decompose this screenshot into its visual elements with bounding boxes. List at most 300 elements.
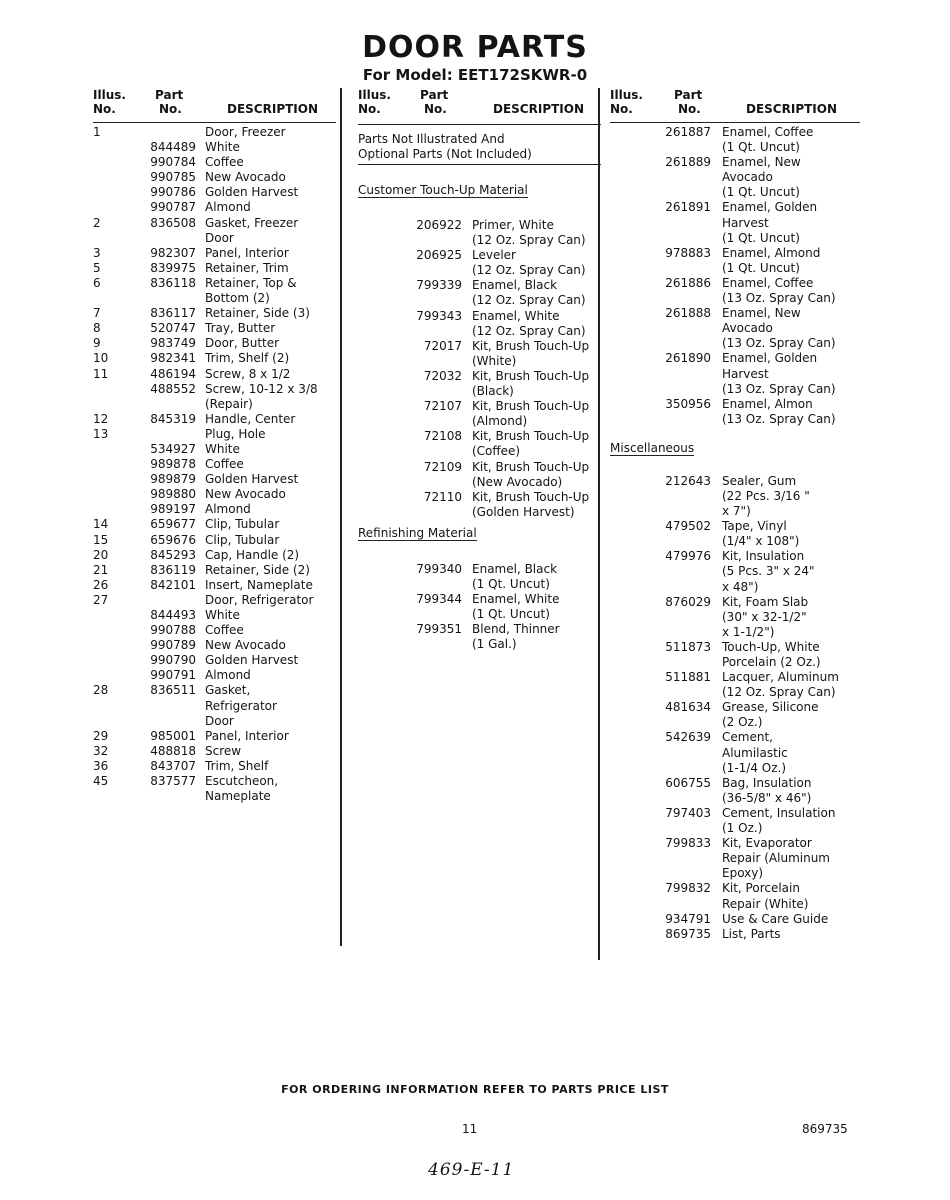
part-description: Primer, White <box>472 218 554 232</box>
part-description: Door, Butter <box>205 336 280 351</box>
illus-number: 10 <box>93 351 109 366</box>
list-item <box>610 306 860 321</box>
part-number: 799340 <box>416 561 462 576</box>
list-item <box>610 700 860 715</box>
list-item <box>610 580 860 595</box>
column-header <box>93 88 336 123</box>
page-number: 11 <box>462 1122 478 1136</box>
part-description: Repair (Aluminum <box>722 851 830 866</box>
part-number: 261887 <box>665 125 711 139</box>
part-description: (Coffee) <box>472 444 521 459</box>
part-number: 797403 <box>665 805 711 820</box>
part-description: Door <box>205 230 234 245</box>
list-item <box>358 637 603 652</box>
list-item <box>93 140 336 155</box>
part-description: Bottom (2) <box>205 291 270 306</box>
part-number: 481634 <box>665 700 711 715</box>
part-header: Part <box>674 88 703 102</box>
part-description: (1 Oz.) <box>722 821 763 836</box>
part-description: New Avocado <box>205 638 286 653</box>
list-item <box>610 170 860 185</box>
list-item <box>93 412 336 427</box>
illus-number: 6 <box>93 275 101 290</box>
page-title: DOOR PARTS <box>362 30 588 65</box>
optional-parts-note <box>358 132 601 165</box>
list-item <box>93 789 336 804</box>
part-number: 845319 <box>150 411 196 426</box>
part-description: Cement, <box>722 730 773 745</box>
list-item <box>358 429 603 444</box>
part-description: Retainer, Side (2) <box>205 562 310 577</box>
list-item <box>610 595 860 610</box>
list-item <box>610 791 860 806</box>
list-item <box>93 185 336 200</box>
part-number: 836508 <box>150 215 196 230</box>
illus-no-header: No. <box>610 102 633 116</box>
list-item <box>93 351 336 366</box>
part-number: 990786 <box>150 185 196 200</box>
part-description: Almond <box>205 502 251 517</box>
part-description: Coffee <box>205 623 244 638</box>
list-item <box>358 278 603 293</box>
part-description: Door, Freezer <box>205 125 286 139</box>
list-item <box>93 502 336 517</box>
header-rule <box>358 124 601 125</box>
ordering-footer: FOR ORDERING INFORMATION REFER TO PARTS PRICE LIST <box>281 1083 669 1096</box>
illus-no-header: No. <box>93 102 116 116</box>
list-item <box>93 593 336 608</box>
part-number: 350956 <box>665 396 711 411</box>
list-item <box>610 912 860 927</box>
part-number: 261890 <box>665 351 711 366</box>
part-number: 799833 <box>665 836 711 851</box>
part-description: Insert, Nameplate <box>205 577 313 592</box>
parts-column-1 <box>93 88 336 804</box>
part-description: Door <box>205 713 234 728</box>
list-item <box>610 155 860 170</box>
part-description: Retainer, Top & <box>205 275 297 290</box>
part-description: Clip, Tubular <box>205 517 280 532</box>
part-number: 534927 <box>150 441 196 456</box>
note-line: Parts Not Illustrated And <box>358 132 505 146</box>
illus-number: 26 <box>93 577 109 592</box>
list-item <box>93 578 336 593</box>
part-description: Kit, Evaporator <box>722 836 812 851</box>
illus-header: Illus. <box>358 88 391 102</box>
touchup-list <box>358 218 603 520</box>
list-item <box>610 640 860 655</box>
list-item <box>610 397 860 412</box>
list-item <box>358 263 603 278</box>
part-number: 799832 <box>665 881 711 896</box>
list-item <box>610 382 860 397</box>
part-description: Enamel, White <box>472 308 560 323</box>
list-item <box>610 715 860 730</box>
part-description: Blend, Thinner <box>472 622 560 637</box>
part-description: Retainer, Side (3) <box>205 306 310 321</box>
part-description: Escutcheon, <box>205 774 279 789</box>
list-item <box>358 414 603 429</box>
part-description: Door, Refrigerator <box>205 592 314 607</box>
part-number: 511881 <box>665 670 711 685</box>
part-number: 934791 <box>665 911 711 926</box>
list-item <box>610 336 860 351</box>
part-description: (New Avocado) <box>472 474 563 489</box>
part-number: 843707 <box>150 758 196 773</box>
list-item <box>93 683 336 698</box>
list-item <box>610 412 860 427</box>
part-description: Almond <box>205 200 251 215</box>
part-description: Golden Harvest <box>205 472 299 487</box>
part-header: Part <box>420 88 449 102</box>
part-number: 488552 <box>150 381 196 396</box>
refinish-list <box>358 562 603 653</box>
part-number: 844493 <box>150 608 196 622</box>
list-item <box>93 367 336 382</box>
part-number: 72017 <box>423 338 462 353</box>
part-description: Grease, Silicone <box>722 700 819 715</box>
part-description: Kit, Brush Touch-Up <box>472 368 590 383</box>
part-number: 990787 <box>150 200 196 215</box>
part-description: Cement, Insulation <box>722 805 836 820</box>
list-item <box>93 397 336 412</box>
part-description: Coffee <box>205 155 244 170</box>
list-item <box>93 729 336 744</box>
part-description: Almond <box>205 668 251 683</box>
part-number: 261889 <box>665 155 711 170</box>
part-description: (22 Pcs. 3/16 " <box>722 488 810 503</box>
part-description: Enamel, White <box>472 592 560 607</box>
part-number: 990788 <box>150 623 196 638</box>
list-item <box>610 851 860 866</box>
list-item <box>93 714 336 729</box>
part-description: New Avocado <box>205 170 286 185</box>
part-description: Porcelain (2 Oz.) <box>722 655 821 669</box>
part-number: 845293 <box>150 547 196 562</box>
part-number: 261886 <box>665 275 711 290</box>
list-item <box>358 475 603 490</box>
part-description: White <box>205 608 240 622</box>
parts-column-3 <box>610 88 860 942</box>
part-description: Enamel, Almond <box>722 245 821 260</box>
part-number: 876029 <box>665 594 711 609</box>
part-description: Cap, Handle (2) <box>205 547 300 562</box>
part-description: (1 Gal.) <box>472 637 517 652</box>
part-description: Gasket, <box>205 683 251 698</box>
document-number: 869735 <box>802 1122 848 1136</box>
part-number: 836511 <box>150 683 196 698</box>
part-number: 982307 <box>150 245 196 260</box>
part-description: (Golden Harvest) <box>472 504 575 519</box>
part-number: 989880 <box>150 487 196 502</box>
list-item <box>610 927 860 942</box>
illus-number: 9 <box>93 336 101 351</box>
part-number: 837577 <box>150 774 196 789</box>
part-number: 72108 <box>423 429 462 444</box>
part-description: (13 Oz. Spray Can) <box>722 336 836 351</box>
part-description: Epoxy) <box>722 866 764 881</box>
part-description: Refrigerator <box>205 698 277 713</box>
list-item <box>610 881 860 896</box>
part-number: 659676 <box>150 532 196 547</box>
part-number: 869735 <box>665 926 711 941</box>
part-number: 990789 <box>150 638 196 653</box>
list-item <box>93 533 336 548</box>
part-number: 978883 <box>665 245 711 260</box>
list-item <box>93 638 336 653</box>
list-item <box>93 653 336 668</box>
part-description: Tape, Vinyl <box>722 519 787 534</box>
list-item <box>358 607 603 622</box>
part-number: 990790 <box>150 653 196 668</box>
list-item <box>610 730 860 745</box>
list-item <box>610 216 860 231</box>
part-description: Avocado <box>722 321 773 336</box>
list-item <box>93 699 336 714</box>
part-description: Trim, Shelf <box>205 758 269 773</box>
list-item <box>610 534 860 549</box>
part-description: Kit, Foam Slab <box>722 594 809 609</box>
list-item <box>610 776 860 791</box>
illus-number: 14 <box>93 517 109 532</box>
list-item <box>610 866 860 881</box>
part-description: Screw, 10-12 x 3/8 <box>205 381 318 396</box>
section-heading-text: Miscellaneous <box>610 440 695 455</box>
part-description: (12 Oz. Spray Can) <box>722 685 836 700</box>
part-description: (Black) <box>472 384 514 399</box>
part-description: Kit, Brush Touch-Up <box>472 338 590 353</box>
part-number: 486194 <box>150 366 196 381</box>
part-number: 511873 <box>665 639 711 654</box>
part-description: Panel, Interior <box>205 728 289 743</box>
illus-number: 21 <box>93 562 109 577</box>
part-number: 72110 <box>423 489 462 504</box>
illus-number: 29 <box>93 728 109 743</box>
part-description: (12 Oz. Spray Can) <box>472 233 586 248</box>
part-description: x 1-1/2") <box>722 624 775 639</box>
part-description: Trim, Shelf (2) <box>205 351 290 366</box>
part-description: White <box>205 140 240 155</box>
part-description: Enamel, Black <box>472 278 558 293</box>
list-item <box>358 309 603 324</box>
list-item <box>93 457 336 472</box>
list-item <box>358 384 603 399</box>
list-item <box>610 246 860 261</box>
list-item <box>610 504 860 519</box>
part-description: Enamel, Coffee <box>722 275 814 290</box>
list-item <box>610 685 860 700</box>
list-item <box>610 276 860 291</box>
part-number: 836117 <box>150 306 196 321</box>
list-item <box>610 564 860 579</box>
list-item <box>358 233 603 248</box>
list-item <box>610 200 860 215</box>
part-no-header: No. <box>159 102 182 116</box>
description-header: DESCRIPTION <box>493 102 585 116</box>
part-number: 989197 <box>150 502 196 517</box>
list-item <box>93 382 336 397</box>
list-item <box>610 125 860 140</box>
part-description: Kit, Brush Touch-Up <box>472 459 590 474</box>
list-item <box>610 261 860 276</box>
list-item <box>358 354 603 369</box>
part-number: 479502 <box>665 519 711 534</box>
part-description: New Avocado <box>205 487 286 502</box>
part-description: Harvest <box>722 215 769 230</box>
part-description: (1 Qt. Uncut) <box>722 140 800 155</box>
part-description: Sealer, Gum <box>722 473 797 488</box>
list-item <box>610 806 860 821</box>
list-item <box>610 291 860 306</box>
section-heading-misc <box>610 441 860 456</box>
list-item <box>610 321 860 336</box>
part-number: 990784 <box>150 155 196 170</box>
list-item <box>93 744 336 759</box>
list-item <box>610 549 860 564</box>
part-description: (Almond) <box>472 414 528 429</box>
note-line: Optional Parts (Not Included) <box>358 147 532 161</box>
part-description: White <box>205 441 240 456</box>
part-description: Enamel, New <box>722 306 801 321</box>
part-description: Screw, 8 x 1/2 <box>205 366 291 381</box>
list-item <box>610 897 860 912</box>
part-description: Handle, Center <box>205 411 296 426</box>
part-description: Kit, Porcelain <box>722 881 800 896</box>
section-heading-text: Customer Touch-Up Material <box>358 183 528 197</box>
list-item <box>610 231 860 246</box>
part-description: (White) <box>472 353 517 368</box>
list-item <box>610 625 860 640</box>
illus-no-header: No. <box>358 102 381 116</box>
list-item <box>358 460 603 475</box>
part-number: 989879 <box>150 472 196 487</box>
handwritten-note: 469-E-11 <box>428 1160 515 1180</box>
part-description: (30" x 32-1/2" <box>722 609 807 624</box>
illus-number: 3 <box>93 245 101 260</box>
part-description: (1 Qt. Uncut) <box>722 230 800 245</box>
illus-header: Illus. <box>610 88 643 102</box>
list-item <box>93 668 336 683</box>
part-description: Enamel, Almon <box>722 396 813 411</box>
part-description: Enamel, New <box>722 155 801 170</box>
list-item <box>358 490 603 505</box>
part-number: 844489 <box>150 140 196 155</box>
list-item <box>610 670 860 685</box>
list-item <box>93 487 336 502</box>
part-description: Gasket, Freezer <box>205 215 299 230</box>
list-item <box>610 367 860 382</box>
illus-number: 20 <box>93 547 109 562</box>
list-item <box>93 231 336 246</box>
part-number: 542639 <box>665 730 711 745</box>
part-description: Panel, Interior <box>205 245 289 260</box>
part-number: 990785 <box>150 170 196 185</box>
part-description: (12 Oz. Spray Can) <box>472 293 586 308</box>
part-number: 836119 <box>150 562 196 577</box>
list-item <box>358 562 603 577</box>
list-item <box>358 293 603 308</box>
part-description: (13 Oz. Spray Can) <box>722 381 836 396</box>
list-item <box>358 399 603 414</box>
part-description: Plug, Hole <box>205 426 266 441</box>
part-description: Alumilastic <box>722 745 788 760</box>
part-number: 836118 <box>150 275 196 290</box>
part-description: Coffee <box>205 457 244 472</box>
illus-number: 12 <box>93 411 109 426</box>
parts-list <box>93 125 336 804</box>
part-description: (Repair) <box>205 396 253 411</box>
list-item <box>93 517 336 532</box>
part-description: Kit, Brush Touch-Up <box>472 489 590 504</box>
part-description: Clip, Tubular <box>205 532 280 547</box>
illus-number: 36 <box>93 758 109 773</box>
list-item <box>358 592 603 607</box>
misc-list <box>610 474 860 942</box>
illus-number: 11 <box>93 366 109 381</box>
part-number: 799343 <box>416 308 462 323</box>
model-subtitle: For Model: EET172SKWR-0 <box>362 66 588 84</box>
list-item <box>358 505 603 520</box>
part-number: 606755 <box>665 775 711 790</box>
list-item <box>358 577 603 592</box>
list-item <box>610 489 860 504</box>
list-item <box>358 444 603 459</box>
illus-number: 32 <box>93 743 109 758</box>
illus-number: 28 <box>93 683 109 698</box>
list-item <box>358 339 603 354</box>
part-description: Enamel, Golden <box>722 351 818 366</box>
part-number: 261891 <box>665 200 711 215</box>
part-number: 212643 <box>665 473 711 488</box>
part-description: x 7") <box>722 504 751 519</box>
description-header: DESCRIPTION <box>746 102 838 116</box>
list-item <box>93 472 336 487</box>
list-item <box>610 351 860 366</box>
section-heading-refinish <box>358 526 603 541</box>
part-description: (2 Oz.) <box>722 715 763 730</box>
part-number: 72109 <box>423 459 462 474</box>
list-item <box>610 610 860 625</box>
part-description: x 48") <box>722 579 759 594</box>
list-item <box>93 563 336 578</box>
part-description: Repair (White) <box>722 896 809 911</box>
illus-number: 15 <box>93 532 109 547</box>
part-description: (36-5/8" x 46") <box>722 790 812 805</box>
section-heading-text: Refinishing Material <box>358 525 477 540</box>
part-description: Use & Care Guide <box>722 911 829 926</box>
part-number: 799351 <box>416 622 462 637</box>
part-description: (12 Oz. Spray Can) <box>472 263 586 278</box>
part-description: (1 Qt. Uncut) <box>472 607 550 622</box>
list-item <box>93 170 336 185</box>
list-item <box>93 306 336 321</box>
part-description: Avocado <box>722 170 773 185</box>
part-description: Enamel, Black <box>472 561 558 576</box>
part-description: Leveler <box>472 248 516 263</box>
part-number: 206922 <box>416 218 462 232</box>
part-number: 72107 <box>423 399 462 414</box>
list-item <box>93 261 336 276</box>
list-item <box>358 218 603 233</box>
part-number: 799339 <box>416 278 462 293</box>
list-item <box>93 321 336 336</box>
list-item <box>358 622 603 637</box>
part-number: 488818 <box>150 743 196 758</box>
list-item <box>610 836 860 851</box>
list-item <box>610 185 860 200</box>
list-item <box>93 291 336 306</box>
list-item <box>93 774 336 789</box>
